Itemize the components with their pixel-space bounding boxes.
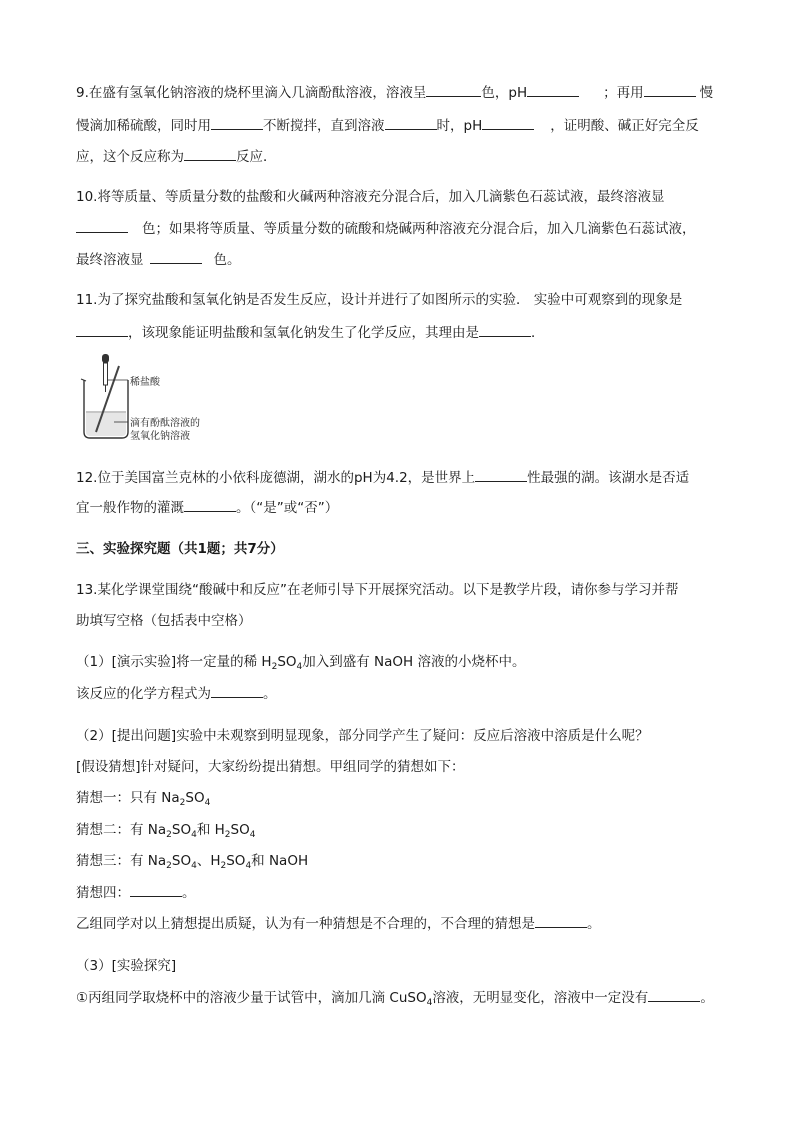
q13-part3-step1: ①丙组同学取烧杯中的溶液少量于试管中，滴加几滴 CuSO$_4$溶液，无明显变化，溶液中一定没有 。 (76, 987, 714, 1013)
q11-line1: 11.为了探究盐酸和氢氧化钠是否发生反应，设计并进行了如图所示的实验． 实验中可观察到的现象是 (76, 292, 683, 308)
answer-blank[interactable] (535, 913, 587, 928)
q13-line2: 助填写空格（包括表中空格） (76, 613, 252, 629)
guess-4: 猜想四： 。 (76, 882, 196, 903)
q11-line2: ，该现象能证明盐酸和氢氧化钠发生了化学反应，其理由是 ． (76, 322, 545, 343)
answer-blank[interactable] (150, 249, 202, 264)
beaker-experiment-figure (74, 352, 234, 444)
q13-line1: 13.某化学课堂围绕“酸碱中和反应”在老师引导下开展探究活动。以下是教学片段，请你参与学习并帮 (76, 582, 679, 598)
answer-blank[interactable] (644, 82, 696, 97)
answer-blank[interactable] (211, 683, 263, 698)
section-heading: 三、实验探究题（共1题；共7分） (76, 541, 284, 557)
answer-blank[interactable] (385, 115, 437, 130)
guess-2: 猜想二：有 $Na_2SO_4$和 $H_2SO_4$ (76, 822, 256, 840)
guess-3: 猜想三：有 $Na_2SO_4$、$H_2SO_4$和 NaOH (76, 853, 309, 871)
answer-blank[interactable] (184, 497, 236, 512)
guess-1: 猜想一：只有 $Na_2SO_4$ (76, 790, 211, 808)
q10-line3: 最终溶液显 色。 (76, 249, 241, 270)
answer-blank[interactable] (426, 82, 481, 97)
q13-part1-equation: 该反应的化学方程式为 。 (76, 683, 277, 704)
q10-line2: 色；如果将等质量、等质量分数的硫酸和烧碱两种溶液充分混合后，加入几滴紫色石蕊试液， (76, 218, 696, 239)
answer-blank[interactable] (527, 82, 579, 97)
q13-part1: （1）[演示实验]将一定量的稀 $H_2SO_4$加入到盛有 NaOH 溶液的小烧杯中。 (76, 654, 526, 672)
label-dilute-hcl: 稀盐酸 (130, 377, 160, 388)
q12-line2: 宜一般作物的灌溉 。（“是”或“否”） (76, 497, 338, 518)
dropper-icon (102, 354, 109, 392)
unreasonable-guess: 乙组同学对以上猜想提出质疑，认为有一种猜想是不合理的，不合理的猜想是 。 (76, 913, 601, 934)
q10-line1: 10.将等质量、等质量分数的盐酸和火碱两种溶液充分混合后，加入几滴紫色石蕊试液，最终溶液显 (76, 189, 665, 205)
label-solution-line1: 滴有酚酞溶液的 (130, 418, 200, 429)
q12-line1: 12.位于美国富兰克林的小依科庞德湖，湖水的pH为4.2，是世界上 性最强的湖。该湖水是否适 (76, 467, 689, 488)
answer-blank[interactable] (130, 882, 182, 897)
answer-blank[interactable] (648, 987, 700, 1002)
q13-part2: （2）[提出问题]实验中未观察到明显现象，部分同学产生了疑问：反应后溶液中溶质是什么呢？ (76, 728, 649, 744)
answer-blank[interactable] (475, 467, 527, 482)
q9-line2: 慢滴加稀硫酸，同时用 不断搅拌，直到溶液 时，pH ，证明酸、碱正好完全反 (76, 115, 699, 136)
answer-blank[interactable] (76, 218, 128, 233)
answer-blank[interactable] (184, 146, 236, 161)
q13-part3: （3）[实验探究] (76, 958, 177, 974)
q13-hypothesis-intro: [假设猜想]针对疑问，大家纷纷提出猜想。甲组同学的猜想如下： (76, 759, 465, 775)
answer-blank[interactable] (211, 115, 263, 130)
q9-line1: 9.在盛有氢氧化钠溶液的烧杯里滴入几滴酚酞溶液，溶液呈 色，pH ；再用 慢 (76, 82, 713, 103)
answer-blank[interactable] (76, 322, 128, 337)
label-solution-line2: 氢氧化钠溶液 (130, 431, 190, 442)
answer-blank[interactable] (479, 322, 531, 337)
q9-line3: 应，这个反应称为 反应． (76, 146, 277, 167)
answer-blank[interactable] (482, 115, 534, 130)
